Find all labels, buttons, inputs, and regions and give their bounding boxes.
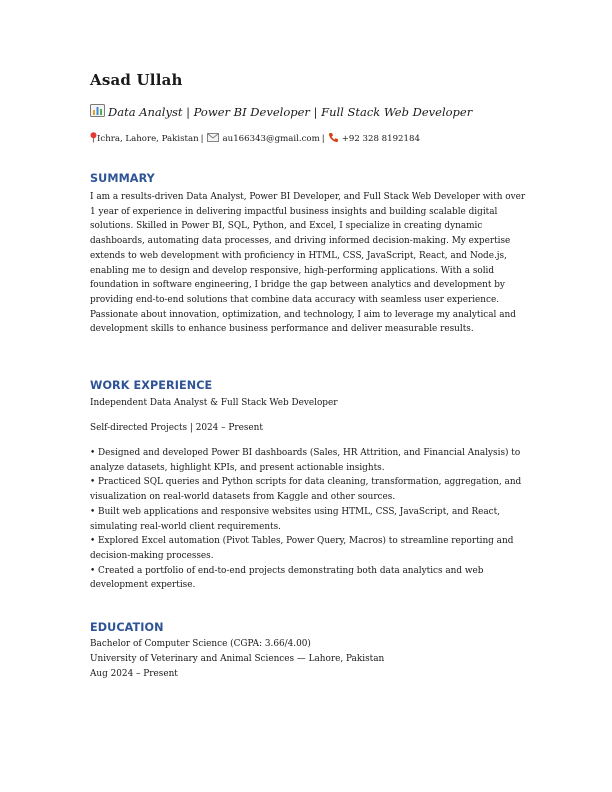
bar-chart-icon — [90, 104, 105, 120]
location-pin-icon — [90, 132, 97, 146]
education-dates: Aug 2024 – Present — [90, 669, 178, 679]
job-role: Independent Data Analyst & Full Stack Web Developer — [90, 398, 338, 408]
email-icon — [207, 133, 219, 145]
education-school: University of Veterinary and Animal Sciences — Lahore, Pakistan — [90, 654, 385, 664]
headline-text: Data Analyst | Power BI Developer | Full Stack Web Developer — [108, 105, 473, 119]
summary-text: I am a results-driven Data Analyst, Power BI Developer, and Full Stack Web Developer with over 1 year of experience in delivering impactful business insights and building scalable digital solutions. Skilled in Power BI, SQL, Python, and Excel, I specialize in creating dynamic dashboards, automating data processes, and driving informed decision-making. My expertise extends to web development with proficiency in HTML, CSS, JavaScript, React, and Node.js, enabling me to design and develop responsive, high-performing applications. With a solid foundation in software engineering, I bridge the gap between analytics and development by providing end-to-end solutions that combine data accuracy with seamless user experience. Passionate about innovation, optimization, and technology, I aim to leverage my analytical and development skills to enhance business performance and deliver measurable results. — [90, 192, 526, 335]
contact-email[interactable]: au166343@gmail.com — [222, 134, 320, 144]
list-item: • Explored Excel automation (Pivot Tables, Power Query, Macros) to streamline reporting and decision-making processes. — [90, 536, 514, 561]
contact-line — [90, 132, 420, 146]
list-item: • Designed and developed Power BI dashboards (Sales, HR Attrition, and Financial Analysis) to analyze datasets, highlight KPIs, and present actionable insights. — [90, 448, 521, 473]
list-item: • Created a portfolio of end-to-end projects demonstrating both data analytics and web development expertise. — [90, 565, 484, 591]
phone-icon — [328, 132, 339, 146]
contact-separator: | — [200, 134, 204, 144]
education-degree: Bachelor of Computer Science (CGPA: 3.66/4.00) — [90, 639, 311, 649]
education-heading: EDUCATION — [90, 621, 164, 634]
contact-phone[interactable]: +92 328 8192184 — [341, 134, 420, 144]
summary-heading: SUMMARY — [90, 172, 155, 185]
list-item: • Built web applications and responsive websites using HTML, CSS, JavaScript, and React, simulating real-world client requirements. — [90, 506, 501, 532]
contact-separator: | — [321, 134, 325, 144]
job-org-dates: Self-directed Projects | 2024 – Present — [90, 423, 263, 433]
work-experience-heading: WORK EXPERIENCE — [90, 379, 213, 392]
list-item: • Practiced SQL queries and Python scripts for data cleaning, transformation, aggregation, and visualization on real-world datasets from Kaggle and other sources. — [90, 477, 522, 503]
contact-location: Ichra, Lahore, Pakistan — [97, 134, 199, 144]
candidate-name: Asad Ullah — [90, 71, 183, 89]
experience-bullets — [90, 446, 530, 593]
headline — [90, 104, 472, 120]
